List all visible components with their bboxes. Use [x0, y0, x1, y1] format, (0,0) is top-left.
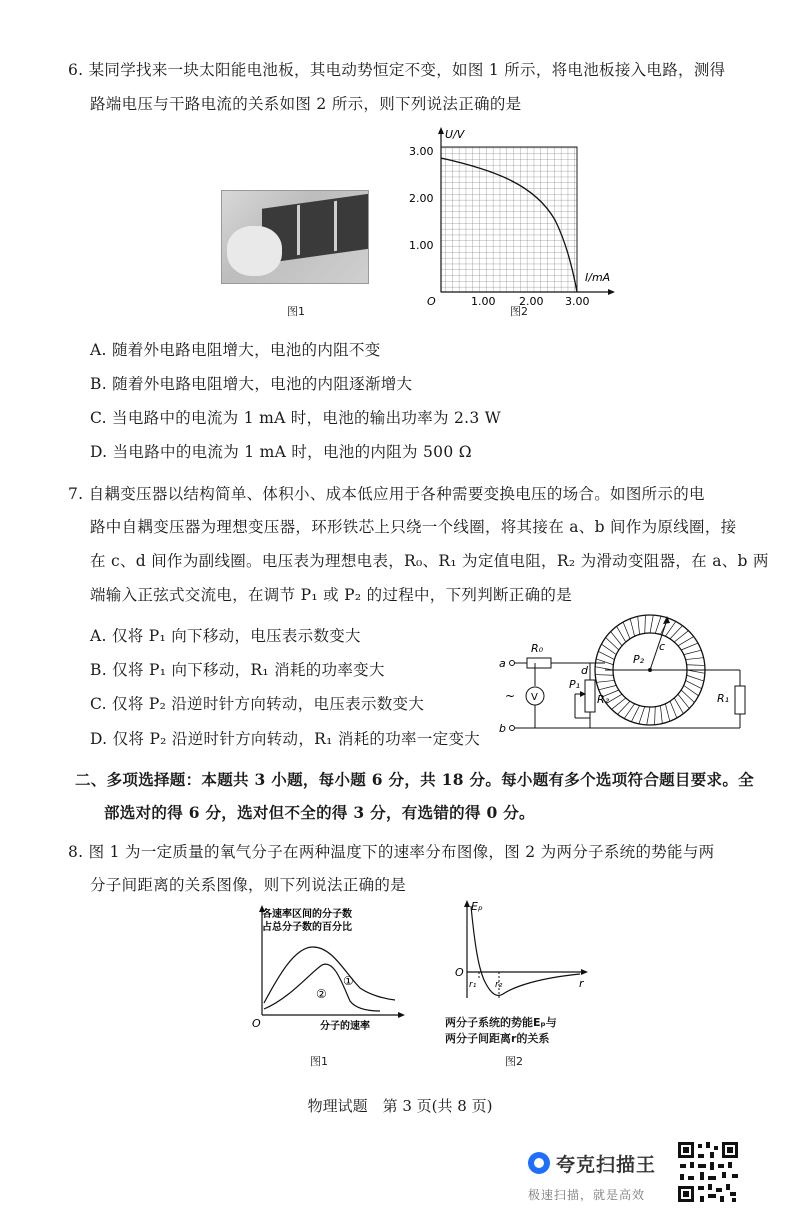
origin-label: O	[427, 295, 436, 308]
x-axis-label: I/mA	[585, 271, 611, 284]
q7-stem-line1: 7. 自耦变压器以结构简单、体积小、成本低应用于各种需要变换电压的场合。如图所示的电	[68, 485, 705, 503]
r-axis-label: r	[579, 977, 584, 990]
q8-potential-energy-graph	[445, 898, 595, 1008]
x-tick-1: 1.00	[471, 295, 496, 308]
winding-turn	[665, 704, 669, 722]
d-label: d	[581, 664, 588, 677]
ep-curve	[471, 906, 580, 996]
r1-label: R₁	[717, 692, 730, 705]
x-tick-3: 3.00	[565, 295, 590, 308]
page-footer: 物理试题 第 3 页(共 8 页)	[307, 1097, 493, 1115]
winding-turn	[596, 680, 614, 682]
winding-turn	[595, 675, 613, 676]
r2-rheostat	[585, 680, 595, 712]
c-label: c	[659, 640, 666, 653]
scanner-logo-icon	[528, 1152, 550, 1174]
q8-speed-distribution-graph	[250, 903, 410, 1033]
winding-turn	[681, 643, 698, 650]
fig1-xlabel: 分子的速率	[320, 1021, 370, 1032]
winding-turn	[596, 659, 613, 665]
q8-stem-line2: 分子间距离的关系图像，则下列说法正确的是	[90, 876, 407, 894]
ac-symbol: ~	[505, 689, 516, 703]
section2-header-line1: 二、多项选择题：本题共 3 小题，每小题 6 分，共 18 分。每小题有多个选项符合题目要求。全	[75, 770, 754, 789]
solar-panel-photo	[221, 190, 369, 284]
winding-turn	[631, 706, 639, 722]
winding-turn	[684, 650, 702, 654]
q8-stem-line1: 8. 图 1 为一定质量的氧气分子在两种温度下的速率分布图像，图 2 为两分子系统的势能与两	[68, 843, 715, 861]
a-label: a	[499, 657, 506, 670]
q8-fig1-caption: 图1	[310, 1055, 328, 1068]
curve-2-label: ②	[316, 987, 327, 1001]
winding-turn	[623, 622, 630, 639]
winding-turn	[686, 680, 702, 688]
winding-turn	[639, 707, 645, 724]
scanner-brand: 夸克扫描王	[556, 1154, 657, 1176]
winding-turn	[670, 701, 677, 718]
fig2-origin: O	[455, 966, 464, 979]
fig1-ylabel-2: 占总分子数的百分比	[262, 922, 352, 933]
q6-ui-graph	[405, 125, 620, 310]
scanner-slogan: 极速扫描，就是高效	[528, 1188, 646, 1202]
q6-stem-line2: 路端电压与干路电流的关系如图 2 所示，则下列说法正确的是	[90, 95, 522, 113]
curve-1	[264, 947, 395, 1003]
graph-grid	[441, 147, 577, 292]
winding-turn	[678, 637, 694, 646]
q6-option-c[interactable]: C. 当电路中的电流为 1 mA 时，电池的输出功率为 2.3 W	[90, 409, 502, 427]
y-tick-1: 1.00	[409, 239, 434, 252]
q6-fig2-caption: 图2	[510, 305, 528, 318]
fig1-origin: O	[252, 1017, 261, 1030]
q7-option-d[interactable]: D. 仅将 P₂ 沿逆时针方向转动，R₁ 消耗的功率一定变大	[90, 730, 481, 748]
winding-turn	[687, 665, 705, 666]
b-label: b	[499, 722, 506, 735]
q7-option-a[interactable]: A. 仅将 P₁ 向下移动，电压表示数变大	[90, 627, 361, 645]
fig1-ylabel-1: 各速率区间的分子数	[262, 909, 352, 920]
q7-option-b[interactable]: B. 仅将 P₁ 向下移动，R₁ 消耗的功率变大	[90, 661, 385, 679]
fig2-desc-line1: 两分子系统的势能Eₚ与	[445, 1016, 557, 1029]
winding-turn	[647, 707, 650, 725]
q7-option-c[interactable]: C. 仅将 P₂ 沿逆时针方向转动，电压表示数变大	[90, 695, 425, 713]
y-tick-3: 3.00	[409, 145, 434, 158]
fig2-ylabel: Eₚ	[471, 900, 483, 913]
r0-resistor	[527, 658, 551, 668]
winding-turn	[655, 616, 661, 633]
winding-turn	[645, 615, 646, 633]
winding-turn	[638, 616, 640, 634]
winding-turn	[630, 619, 634, 637]
winding-turn	[686, 658, 704, 660]
winding-turn	[650, 615, 653, 633]
voltmeter-label: V	[531, 692, 538, 703]
q7-stem-line2: 路中自耦变压器为理想变压器，环形铁芯上只绕一个线圈，将其接在 a、b 间作为原线圈，接	[90, 518, 737, 536]
q7-stem-line3: 在 c、d 间作为副线圈。电压表为理想电表，R₀、R₁ 为定值电阻，R₂ 为滑动变阻器，在 a、b 两	[90, 552, 769, 570]
q6-fig1-caption: 图1	[287, 305, 305, 318]
q6-option-a[interactable]: A. 随着外电路电阻增大，电池的内阻不变	[90, 341, 381, 359]
fig2-desc-line2: 两分子间距离r的关系	[445, 1032, 550, 1045]
r1-mark: r₁	[469, 980, 477, 990]
q6-option-d[interactable]: D. 当电路中的电流为 1 mA 时，电池的内阻为 500 Ω	[90, 443, 472, 461]
q6-stem-line1: 6. 某同学找来一块太阳能电池板，其电动势恒定不变，如图 1 所示，将电池板接入电路，测得	[68, 61, 726, 79]
winding-turn	[598, 651, 614, 659]
q6-option-b[interactable]: B. 随着外电路电阻增大，电池的内阻逐渐增大	[90, 375, 413, 393]
winding-turn	[674, 698, 683, 714]
winding-turn	[655, 707, 656, 725]
winding-turn	[687, 675, 704, 681]
q7-circuit-diagram	[495, 608, 757, 748]
y-tick-2: 2.00	[409, 192, 434, 205]
r2-mark: r₂	[495, 980, 503, 990]
p2-label: P₂	[633, 653, 645, 666]
r1-resistor	[735, 686, 745, 714]
winding-turn	[617, 626, 626, 642]
q8-fig2-caption: 图2	[505, 1055, 523, 1068]
qr-code-icon	[676, 1140, 740, 1204]
y-axis-label: U/V	[445, 128, 465, 141]
winding-turn	[660, 706, 662, 724]
curve-1-label: ①	[343, 974, 354, 988]
r0-label: R₀	[531, 642, 544, 655]
p1-label: P₁	[569, 678, 581, 691]
r2-label: R₂	[597, 693, 610, 706]
section2-header-line2: 部选对的得 6 分，选对但不全的得 3 分，有选错的得 0 分。	[104, 803, 535, 822]
scanner-watermark	[528, 1148, 668, 1208]
x-tick-2: 2.00	[519, 295, 544, 308]
winding-turn	[599, 685, 617, 689]
q7-stem-line4: 端输入正弦式交流电，在调节 P₁ 或 P₂ 的过程中，下列判断正确的是	[90, 586, 572, 604]
